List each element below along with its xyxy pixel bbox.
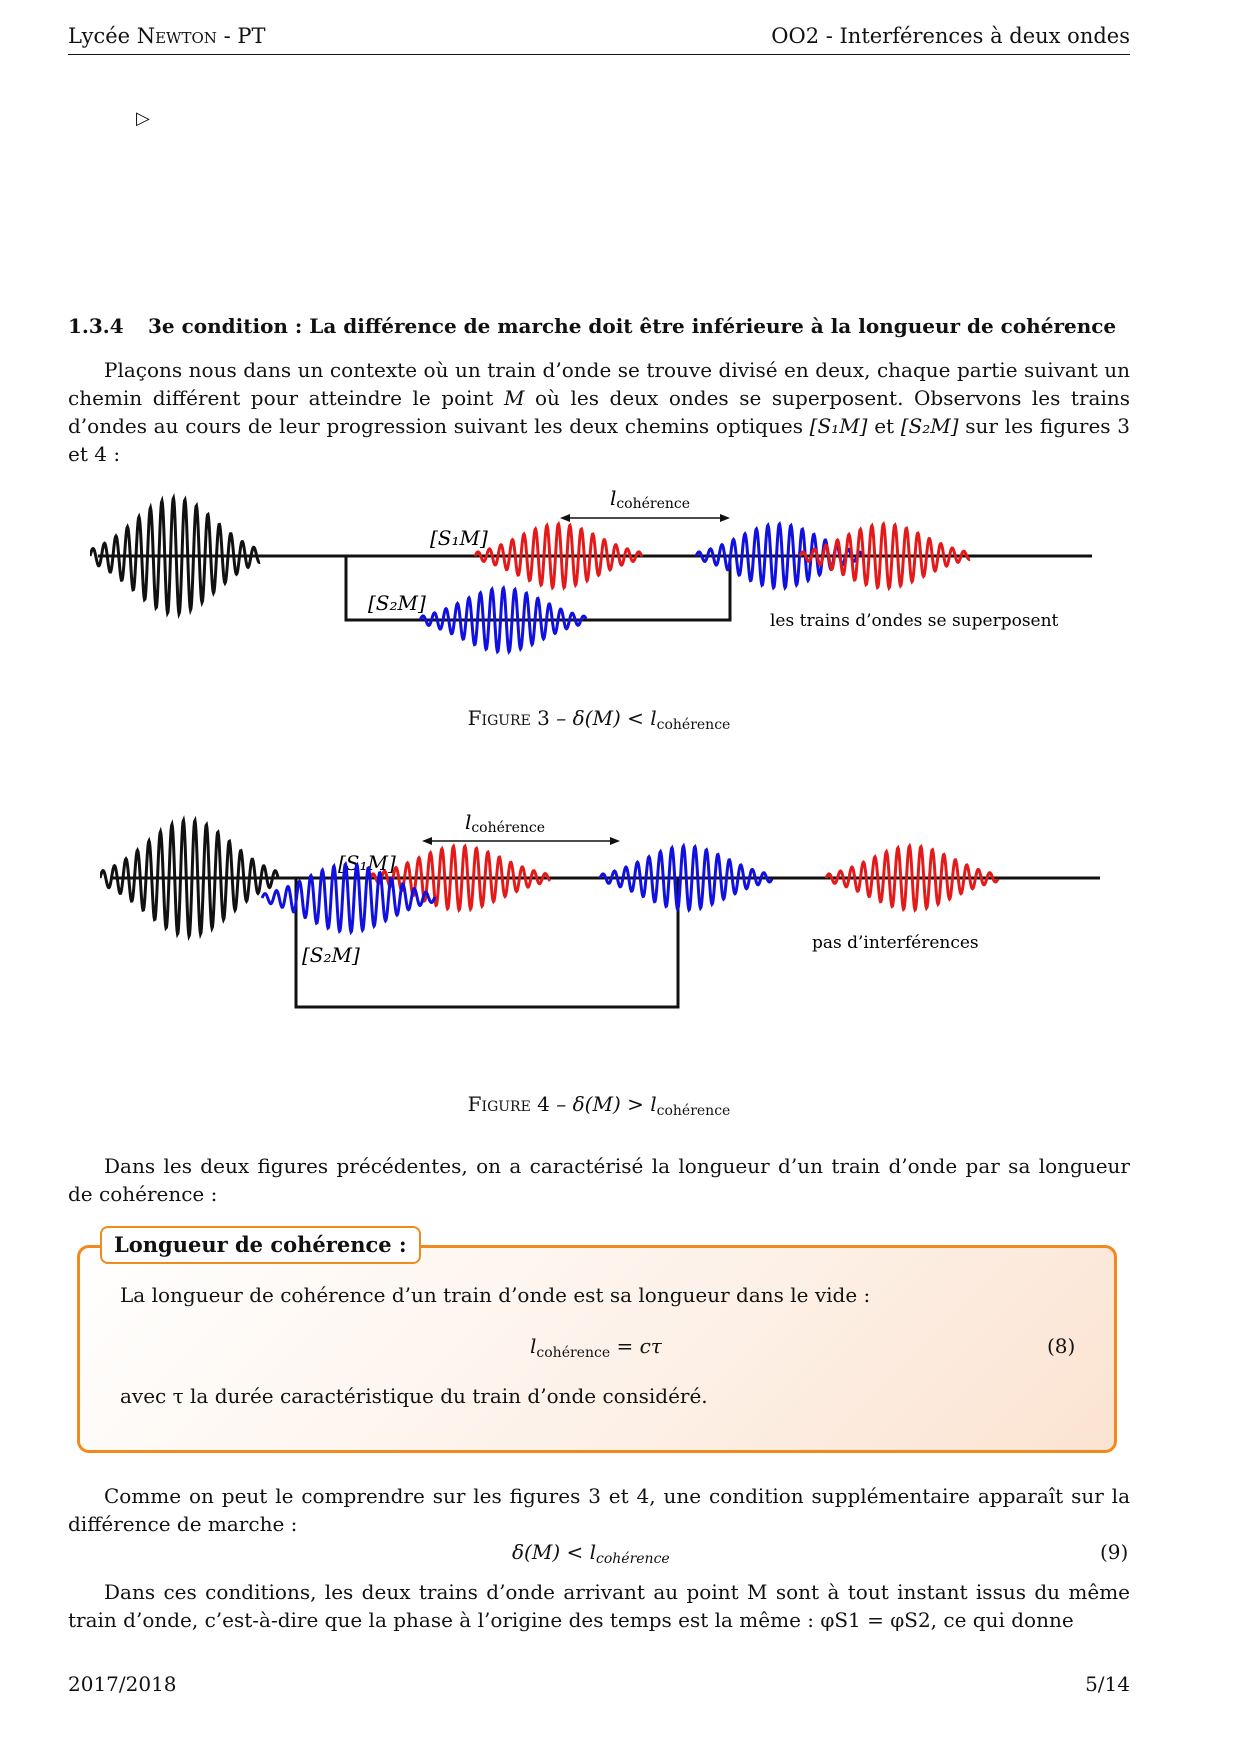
fig4-s1m-label: [S₁M] (338, 851, 396, 875)
fig4-coherence-label: lcohérence (464, 810, 546, 836)
section-heading: 1.3.4 3e condition : La différence de marche doit être inférieure à la longueur de cohérence (68, 314, 1117, 338)
coherence-arrow-left-head (422, 837, 432, 845)
header-rule (68, 54, 1130, 55)
header-right: OO2 - Interférences à deux ondes (771, 24, 1130, 48)
fig3-coherence-label: lcohérence (609, 486, 691, 512)
condition-paragraph: Comme on peut le comprendre sur les figures 3 et 4, une condition supplémentaire apparaît sur la différence de marche : (68, 1484, 1130, 1536)
fig3-s2m-label: [S₂M] (368, 591, 426, 615)
equation-number-8: (8) (1047, 1334, 1076, 1358)
triangle-marker-icon: ▷ (136, 108, 150, 129)
conclusion-paragraph: Dans ces conditions, les deux trains d’onde arrivant au point M sont à tout instant issus du même train d’onde, c’est-à-dire que la phase à l’origine des temps est la même : φS1 = φS2, ce qui donne (68, 1580, 1130, 1632)
footer-page: 5/14 (1085, 1672, 1130, 1696)
figure-3 (90, 480, 1100, 665)
header-left: Lycée Newton - PT (68, 24, 266, 48)
figure-4 (100, 800, 1100, 1040)
condition-equation: $\delta(M) < l_{cohérence}$ (512, 1540, 670, 1567)
figure-3-caption: Figure $3 - \delta(M) < l_{cohérence}$ (467, 706, 731, 733)
coherence-arrow-left-head (560, 514, 570, 522)
figure-4-caption: Figure $4 - \delta(M) > l_{cohérence}$ (467, 1092, 731, 1119)
after-figures-paragraph: Dans les deux figures précédentes, on a caractérisé la longueur d’un train d’onde par sa longueur de cohérence : (68, 1154, 1130, 1206)
definition-title: Longueur de cohérence : (100, 1226, 421, 1264)
footer-year: 2017/2018 (68, 1672, 177, 1696)
fig4-s2m-label: [S₂M] (302, 943, 360, 967)
coherence-arrow-right-head (720, 514, 730, 522)
fig3-annotation: les trains d’ondes se superposent (770, 611, 1059, 631)
fig4-annotation: pas d’interférences (812, 933, 979, 953)
definition-line1: La longueur de cohérence d’un train d’onde est sa longueur dans le vide : (120, 1283, 871, 1307)
definition-line2: avec τ la durée caractéristique du train d’onde considéré. (120, 1384, 708, 1408)
coherence-arrow-right-head (610, 837, 620, 845)
intro-paragraph: Plaçons nous dans un contexte où un train d’onde se trouve divisé en deux, chaque partie suivant un chemin différent pour atteindre le point M où les deux ondes se superposent. Observons les trains d’ondes au cours de leur progression suivant les deux chemins optiques [S₁M] et [S₂M] sur les figures 3 et 4 : (68, 358, 1130, 466)
equation-number-9: (9) (1100, 1540, 1129, 1564)
definition-equation: $l_{cohérence} = c\tau$ (530, 1334, 662, 1361)
fig3-s1m-label: [S₁M] (430, 526, 488, 550)
